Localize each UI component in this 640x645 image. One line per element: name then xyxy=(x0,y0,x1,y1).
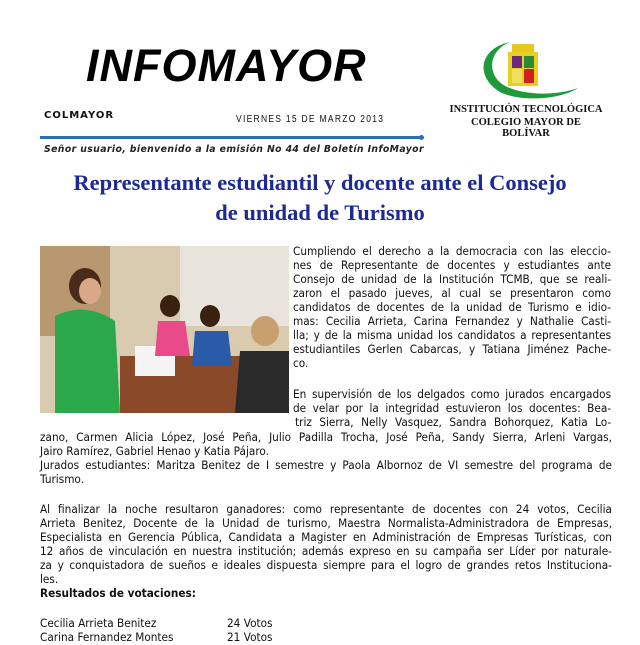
body-line: de velar por la integridad estuvieron los docentes: Bea- xyxy=(293,402,612,415)
header-divider-dot xyxy=(419,135,424,140)
body-line: Jairo Ramírez, Gabriel Henao y Katia Pájaro. xyxy=(40,445,270,458)
institution-logo-icon xyxy=(470,36,582,106)
newsletter-title: INFOMAYOR xyxy=(86,40,367,91)
institution-name-line2: COLEGIO MAYOR DE BOLÍVAR xyxy=(471,117,581,139)
body-line: Cumpliendo el derecho a la democracia con las eleccio- xyxy=(293,245,612,258)
body-line: co. xyxy=(293,357,309,370)
result-votes: 24 Votos xyxy=(227,617,273,630)
result-votes: 21 Votos xyxy=(227,631,273,644)
body-line: Consejo de unidad de la Institución TCMB, que se reali- xyxy=(293,273,612,286)
body-line: za y conquistadora de sueños e ideales dispuesta siempre para el logro de grandes retos Instituciona- xyxy=(40,559,612,572)
body-line: lla; y de la misma unidad los candidatos a representantes xyxy=(293,329,612,342)
article-title-line2: de unidad de Turismo xyxy=(215,200,425,225)
result-name: Cecilia Arrieta Benitez xyxy=(40,617,157,630)
body-line: En supervisión de los delgados como jurados encargados xyxy=(293,388,612,401)
body-line: zaron el pasado jueves, al cual se presentaron como xyxy=(293,287,612,300)
body-line: candidatos de docentes de la unidad de Turismo e idio- xyxy=(293,301,612,314)
body-line: triz Sierra, Nelly Vasquez, Sandra Bohorquez, Katia Lo- xyxy=(295,416,612,429)
body-line: Al finalizar la noche resultaron ganadores: como representante de docentes con 24 votos, Cecilia xyxy=(40,503,612,516)
header-divider xyxy=(40,136,422,139)
body-line: zano, Carmen Alicia López, José Peña, Julio Padilla Trocha, José Peña, Sandy Sierra, Arleni Vargas, xyxy=(40,431,612,444)
colmayor-label: COLMAYOR xyxy=(44,110,115,121)
welcome-text: Señor usuario, bienvenido a la emisión No 44 del Boletín InfoMayor xyxy=(44,144,424,155)
body-line: nes de Representante de docentes y estudiantes ante xyxy=(293,259,612,272)
result-name: Carina Fernandez Montes xyxy=(40,631,174,644)
body-line: estudiantiles Gerlen Cabarcas, y Tatiana Jiménez Pache- xyxy=(293,343,612,356)
issue-date: VIERNES 15 DE MARZO 2013 xyxy=(236,114,385,125)
body-line: Jurados estudiantes: Maritza Benitez de I semestre y Paola Albornoz de VI semestre del programa de xyxy=(40,459,612,472)
institution-name-line1: INSTITUCIÓN TECNOLÓGICA xyxy=(449,104,603,115)
body-line: 12 años de vinculación en nuestra institución; además expreso en su campaña ser Líder por naturale- xyxy=(40,545,612,558)
body-line: Turismo. xyxy=(40,473,85,486)
body-line: les. xyxy=(40,573,59,586)
results-heading: Resultados de votaciones: xyxy=(40,587,196,600)
body-line: Arrieta Benitez, Docente de la Unidad de turismo, Maestra Normalista-Administradora de Empresas, xyxy=(40,517,612,530)
article-title: Representante estudiantil y docente ante el Consejo xyxy=(73,170,567,195)
body-line: mas: Cecilia Arrieta, Carina Fernandez y Nathalie Casti- xyxy=(293,315,612,328)
election-photo xyxy=(40,246,289,413)
body-line: Especialista en Gerencia Pública, Candidata a Magister en Administración de Empresas Turísticas, con xyxy=(40,531,612,544)
